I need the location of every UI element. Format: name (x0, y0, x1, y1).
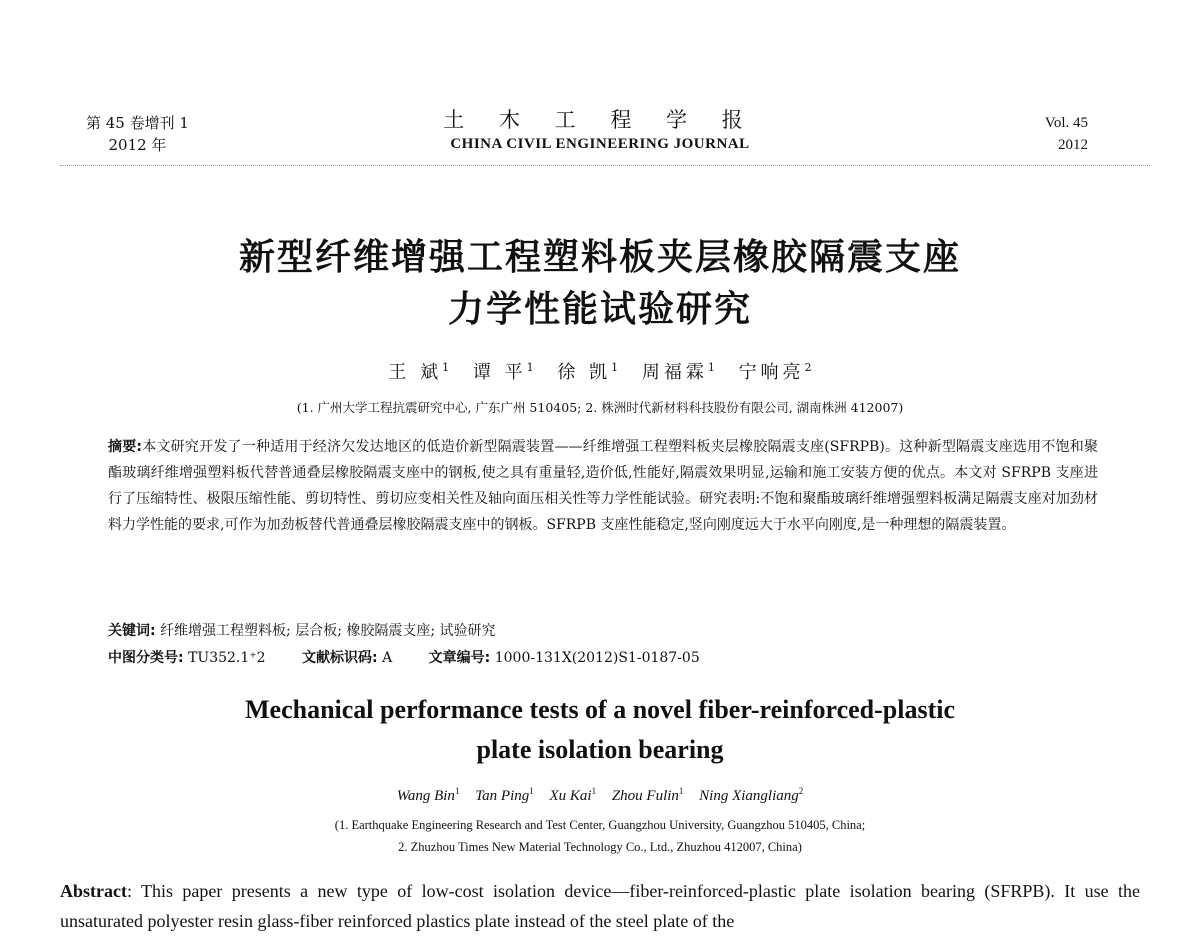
author-affiliation-mark: 1 (678, 786, 684, 796)
affiliation-en-line2: 2. Zhuzhou Times New Material Technology Co., Ltd., Zhuzhou 412007, China) (398, 840, 802, 854)
author-affiliation-mark: 1 (526, 361, 534, 374)
keywords-cn-text: 纤维增强工程塑料板; 层合板; 橡胶隔震支座; 试验研究 (160, 623, 496, 639)
abstract-en-label: Abstract (60, 881, 127, 901)
author-affiliation-mark: 1 (442, 361, 450, 374)
author-affiliation-mark: 1 (611, 361, 619, 374)
keywords-cn (108, 620, 496, 640)
doc-code-value: A (382, 650, 393, 666)
header-volume-cn: 第 45 卷增刊 1 (86, 114, 189, 132)
article-number-value: 1000-131X(2012)S1-0187-05 (494, 650, 700, 666)
classification-line (108, 647, 700, 667)
abstract-cn-text: 本文研究开发了一种适用于经济欠发达地区的低造价新型隔震装置——纤维增强工程塑料板夹层橡胶隔震支座(SFRPB)。这种新型隔震支座选用不饱和聚酯玻璃纤维增强塑料板代替普通叠层橡胶隔震支座中的钢板,使之具有重量轻,造价低,性能好,隔震效果明显,运输和施工安装方便的优点。本文对 SFRPB 支座进行了压缩特性、极限压缩性能、剪切特性、剪切应变相关性及轴向面压相关性等力学性能试验。研究表明:不饱和聚酯玻璃纤维增强塑料板满足隔震支座对加劲材料力学性能的要求,可作为加劲板替代普通叠层橡胶隔震支座中的钢板。SFRPB 支座性能稳定,竖向刚度远大于水平向刚度,是一种理想的隔震装置。 (108, 439, 1098, 533)
author-list-cn (0, 358, 1200, 384)
author-list-en (0, 786, 1200, 805)
affiliation-cn: (1. 广州大学工程抗震研究中心, 广东广州 510405; 2. 株洲时代新材料科技股份有限公司, 湖南株洲 412007) (296, 400, 904, 415)
abstract-en-text: : This paper presents a new type of low-cost isolation device—fiber-reinforced-plastic plate isolation bearing (SFRPB). It use the unsaturated polyester resin glass-fiber reinforced plastics plate instead of the steel plate of the (60, 881, 1140, 931)
affiliation-en-line1: (1. Earthquake Engineering Research and Test Center, Guangzhou University, Guangzhou 510405, China; (334, 818, 866, 832)
author-affiliation-mark: 1 (454, 786, 460, 796)
journal-name-en: CHINA CIVIL ENGINEERING JOURNAL (450, 136, 750, 152)
clc-label: 中图分类号: (108, 650, 184, 666)
journal-name-block (0, 104, 1200, 153)
affiliation-en (0, 814, 1200, 858)
author-name-cn: 周福霖 (641, 362, 708, 383)
author-name-en: Ning Xiangliang (699, 788, 799, 804)
doc-code-label: 文献标识码: (302, 650, 378, 666)
paper-title-cn-line1: 新型纤维增强工程塑料板夹层橡胶隔震支座 (238, 237, 961, 278)
header-year-cn: 2012 年 (108, 136, 167, 154)
journal-name-cn: 土 木 工 程 学 报 (443, 108, 757, 132)
header-year-en: 2012 (1058, 137, 1088, 153)
header-volume-en: Vol. 45 (1044, 115, 1088, 131)
header-divider (60, 165, 1150, 166)
abstract-cn (108, 434, 1098, 538)
author-name-cn: 徐 凯 (557, 362, 612, 383)
author-name-en: Zhou Fulin (611, 788, 679, 804)
paper-title-en-line1: Mechanical performance tests of a novel fiber-reinforced-plastic (245, 695, 955, 724)
author-name-en: Wang Bin (396, 788, 455, 804)
header-volume-en-block (1045, 112, 1088, 156)
paper-title-cn-line2: 力学性能试验研究 (447, 289, 752, 330)
author-name-en: Xu Kai (549, 788, 592, 804)
author-affiliation-mark: 1 (707, 361, 715, 374)
author-name-cn: 谭 平 (472, 362, 527, 383)
author-name-en: Tan Ping (475, 788, 530, 804)
author-affiliation-mark: 2 (804, 361, 812, 374)
article-number-label: 文章编号: (428, 650, 491, 666)
abstract-cn-label: 摘要: (108, 439, 143, 455)
author-name-cn: 宁响亮 (738, 362, 805, 383)
author-affiliation-mark: 2 (798, 786, 804, 796)
abstract-en (60, 876, 1140, 936)
author-affiliation-mark: 1 (529, 786, 534, 796)
author-affiliation-mark: 1 (591, 786, 597, 796)
paper-title-en-line2: plate isolation bearing (476, 735, 724, 764)
keywords-cn-label: 关键词: (108, 623, 156, 639)
clc-value: TU352.1⁺2 (188, 650, 266, 666)
paper-title-en (0, 690, 1200, 770)
paper-title-cn (0, 232, 1200, 336)
author-name-cn: 王 斌 (388, 362, 443, 383)
